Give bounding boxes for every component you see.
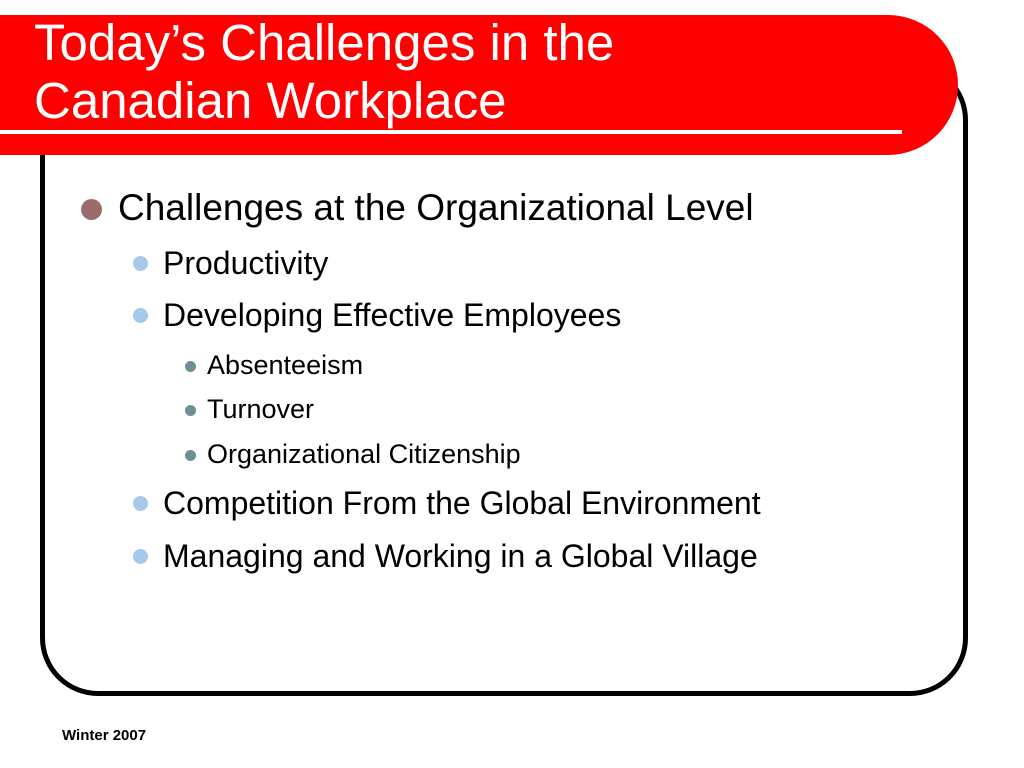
bullet-dot-icon <box>133 496 148 511</box>
slide-title-line-2: Canadian Workplace <box>34 72 507 129</box>
bullet-text: Absenteeism <box>207 350 364 380</box>
slide-title-line-1: Today’s Challenges in the <box>34 14 615 71</box>
bullet-dot-icon <box>185 361 196 372</box>
bullet-item <box>163 244 328 282</box>
bullet-item <box>163 537 758 575</box>
bullet-text: Challenges at the Organizational Level <box>118 187 754 228</box>
bullet-text: Competition From the Global Environment <box>163 485 761 521</box>
bullet-item <box>163 484 761 522</box>
bullet-item <box>207 349 363 381</box>
bullet-text: Managing and Working in a Global Village <box>163 538 758 574</box>
bullet-dot-icon <box>185 405 196 416</box>
bullet-text: Turnover <box>207 394 315 424</box>
bullet-item <box>207 393 314 425</box>
bullet-dot-icon <box>133 256 148 271</box>
bullet-text: Organizational Citizenship <box>207 439 521 469</box>
bullet-dot-icon <box>81 199 102 220</box>
bullet-item <box>163 296 621 334</box>
bullet-dot-icon <box>133 308 148 323</box>
footer-date: Winter 2007 <box>62 727 147 744</box>
bullet-dot-icon <box>133 549 148 564</box>
bullet-item <box>207 438 521 470</box>
bullet-item <box>118 187 754 229</box>
bullet-text: Productivity <box>163 245 329 281</box>
bullet-text: Developing Effective Employees <box>163 297 622 333</box>
bullet-dot-icon <box>185 450 196 461</box>
